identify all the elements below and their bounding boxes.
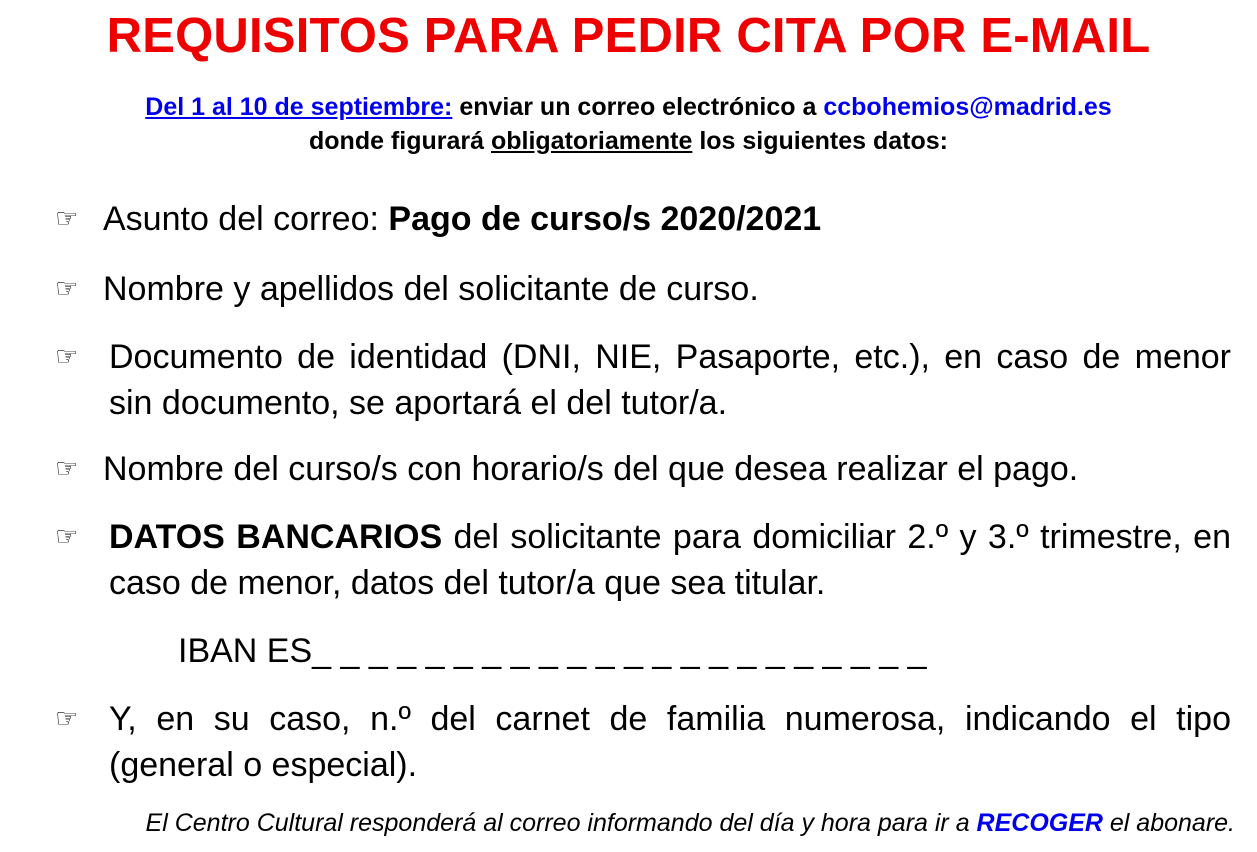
- intro-text-1: enviar un correo electrónico a: [452, 93, 824, 121]
- date-range-link[interactable]: Del 1 al 10 de septiembre:: [145, 93, 453, 121]
- intro-emphasis: obligatoriamente: [490, 127, 693, 155]
- pointing-hand-icon: ☞: [55, 522, 79, 552]
- list-item-documento: [55, 334, 1231, 426]
- pointing-hand-icon: ☞: [55, 342, 79, 372]
- list-item-nombre: [55, 266, 1231, 312]
- list-item-asunto: [55, 196, 1231, 242]
- intro-text-2: donde figurará: [309, 127, 491, 155]
- pointing-hand-icon: ☞: [55, 704, 79, 734]
- page-title: REQUISITOS PARA PEDIR CITA POR E-MAIL: [106, 9, 1151, 63]
- footer-note: [0, 806, 1235, 840]
- email-link[interactable]: ccbohemios@madrid.es: [823, 93, 1112, 121]
- footer-text-1: El Centro Cultural responderá al correo informando del día y hora para ir a: [145, 809, 977, 837]
- list-item-familia-numerosa: [55, 696, 1231, 788]
- list-item-text: Y, en su caso, n.º del carnet de familia numerosa, indicando el tipo (general o especial).: [109, 700, 1231, 784]
- list-item-text: DATOS BANCARIOS del solicitante para domiciliar 2.º y 3.º trimestre, en caso de menor, datos del tutor/a que sea titular.: [109, 518, 1231, 602]
- list-item-datos-bancarios: [55, 514, 1231, 606]
- list-item-curso: [55, 446, 1231, 492]
- list-item-text: Nombre y apellidos del solicitante de curso.: [103, 270, 759, 308]
- intro-text-3: los siguientes datos:: [692, 127, 948, 155]
- list-item-text: Asunto del correo: Pago de curso/s 2020/2021: [103, 200, 822, 238]
- intro-paragraph: [20, 90, 1237, 158]
- list-item-text: Nombre del curso/s con horario/s del que desea realizar el pago.: [103, 450, 1079, 488]
- footer-strong: RECOGER: [976, 809, 1103, 837]
- footer-text-2: el abonare.: [1102, 809, 1235, 837]
- pointing-hand-icon: ☞: [55, 204, 79, 234]
- pointing-hand-icon: ☞: [55, 274, 79, 304]
- iban-field: IBAN ES_ _ _ _ _ _ _ _ _ _ _ _ _ _ _ _ _ _ _ _ _ _: [178, 632, 927, 670]
- pointing-hand-icon: ☞: [55, 454, 79, 484]
- list-item-text: Documento de identidad (DNI, NIE, Pasaporte, etc.), en caso de menor sin documento, se aportará el del tutor/a.: [109, 338, 1231, 422]
